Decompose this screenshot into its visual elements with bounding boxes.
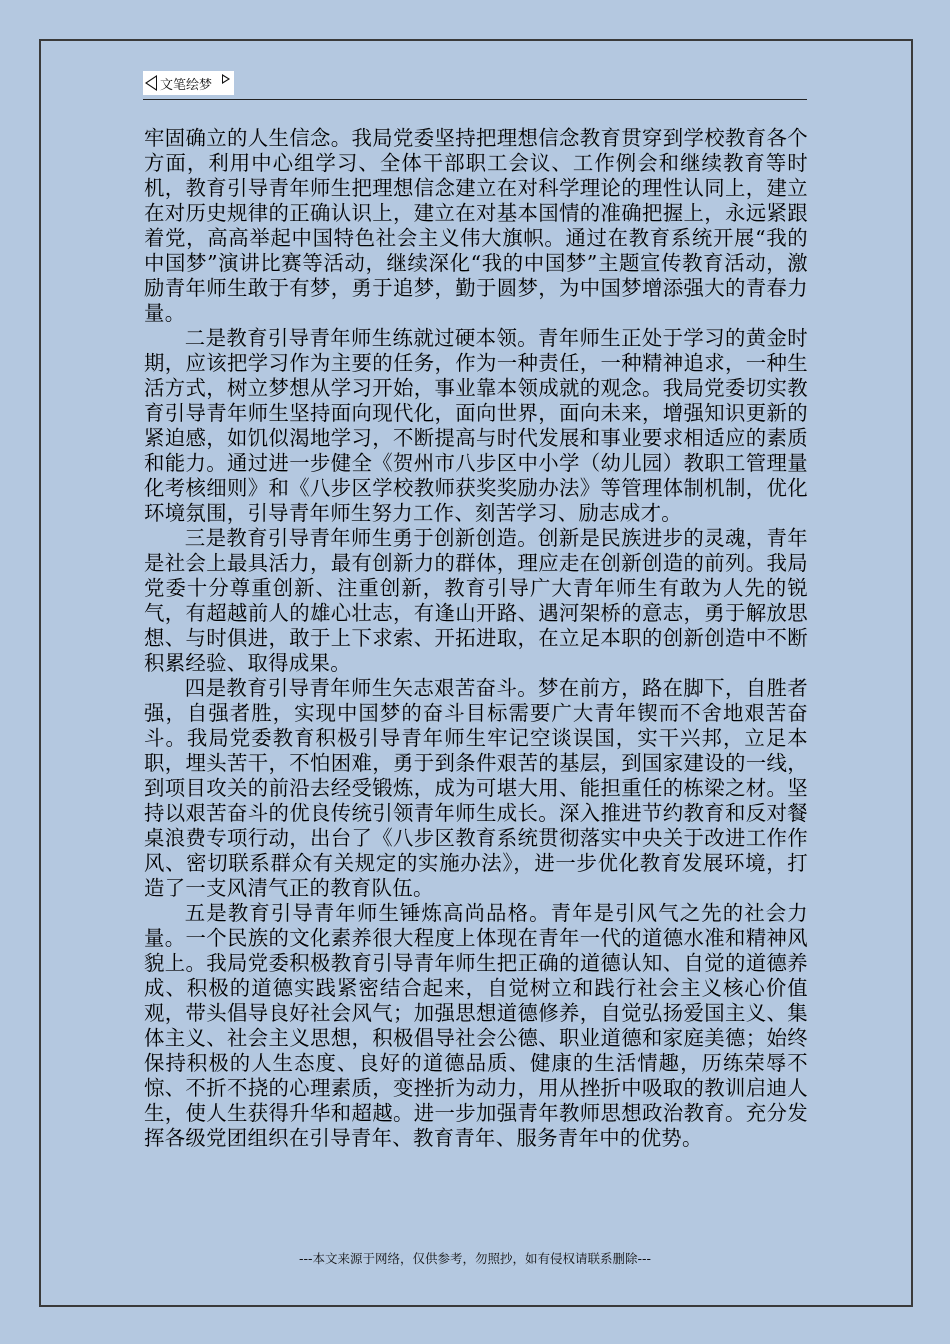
triangle-right-icon <box>222 74 230 84</box>
brand-logo <box>143 71 234 95</box>
paragraph-4: 四是教育引导青年师生矢志艰苦奋斗。梦在前方，路在脚下，自胜者强，自强者胜，实现中国梦的奋斗目标需要广大青年锲而不舍地艰苦奋斗。我局党委教育积极引导青年师生牢记空谈误国，实干兴邦，立足本职，埋头苦干，不怕困难，勇于到条件艰苦的基层，到国家建设的一线，到项目攻关的前沿去经受锻炼，成为可堪大用、能担重任的栋梁之材。坚持以艰苦奋斗的优良传统引领青年师生成长。深入推进节约教育和反对餐桌浪费专项行动，出台了《八步区教育系统贯彻落实中央关于改进工作作风、密切联系群众有关规定的实施办法》，进一步优化教育发展环境，打造了一支风清气正的教育队伍。 <box>144 676 808 900</box>
triangle-left-icon <box>145 75 157 91</box>
page-header <box>143 71 807 100</box>
paragraph-5: 五是教育引导青年师生锤炼高尚品格。青年是引风气之先的社会力量。一个民族的文化素养很大程度上体现在青年一代的道德水准和精神风貌上。我局党委积极教育引导青年师生把正确的道德认知、自觉的道德养成、积极的道德实践紧密结合起来，自觉树立和践行社会主义核心价值观，带头倡导良好社会风气；加强思想道德修养，自觉弘扬爱国主义、集体主义、社会主义思想，积极倡导社会公德、职业道德和家庭美德；始终保持积极的人生态度、良好的道德品质、健康的生活情趣，历练荣辱不惊、不折不挠的心理素质，变挫折为动力，用从挫折中吸取的教训启迪人生，使人生获得升华和超越。进一步加强青年教师思想政治教育。充分发挥各级党团组织在引导青年、教育青年、服务青年中的优势。 <box>144 901 808 1150</box>
source-disclaimer: ---本文来源于网络，仅供参考，勿照抄，如有侵权请联系删除--- <box>298 1251 652 1266</box>
paragraph-3: 三是教育引导青年师生勇于创新创造。创新是民族进步的灵魂，青年是社会上最具活力，最有创新力的群体，理应走在创新创造的前列。我局党委十分尊重创新、注重创新，教育引导广大青年师生有敢为人先的锐气，有超越前人的雄心壮志，有逢山开路、遇河架桥的意志，勇于解放思想、与时俱进，敢于上下求索、开拓进取，在立足本职的创新创造中不断积累经验、取得成果。 <box>144 526 808 675</box>
paragraph-2: 二是教育引导青年师生练就过硬本领。青年师生正处于学习的黄金时期，应该把学习作为主要的任务，作为一种责任，一种精神追求，一种生活方式，树立梦想从学习开始，事业靠本领成就的观念。我局党委切实教育引导青年师生坚持面向现代化，面向世界，面向未来，增强知识更新的紧迫感，如饥似渴地学习，不断提高与时代发展和事业要求相适应的素质和能力。通过进一步健全《贺州市八步区中小学（幼儿园）教职工管理量化考核细则》和《八步区学校教师获奖奖励办法》等管理体制机制，优化环境氛围，引导青年师生努力工作、刻苦学习、励志成才。 <box>144 326 808 525</box>
brand-text: 文笔绘梦 <box>160 77 213 93</box>
paragraph-1: 牢固确立的人生信念。我局党委坚持把理想信念教育贯穿到学校教育各个方面，利用中心组学习、全体干部职工会议、工作例会和继续教育等时机，教育引导青年师生把理想信念建立在对科学理论的理性认同上，建立在对历史规律的正确认识上，建立在对基本国情的准确把握上，永远紧跟着党，高高举起中国特色社会主义伟大旗帜。通过在教育系统开展“我的中国梦”演讲比赛等活动，继续深化“我的中国梦”主题宣传教育活动，激励青年师生敢于有梦，勇于追梦，勤于圆梦，为中国梦增添强大的青春力量。 <box>144 126 808 325</box>
document-body <box>144 126 808 1151</box>
